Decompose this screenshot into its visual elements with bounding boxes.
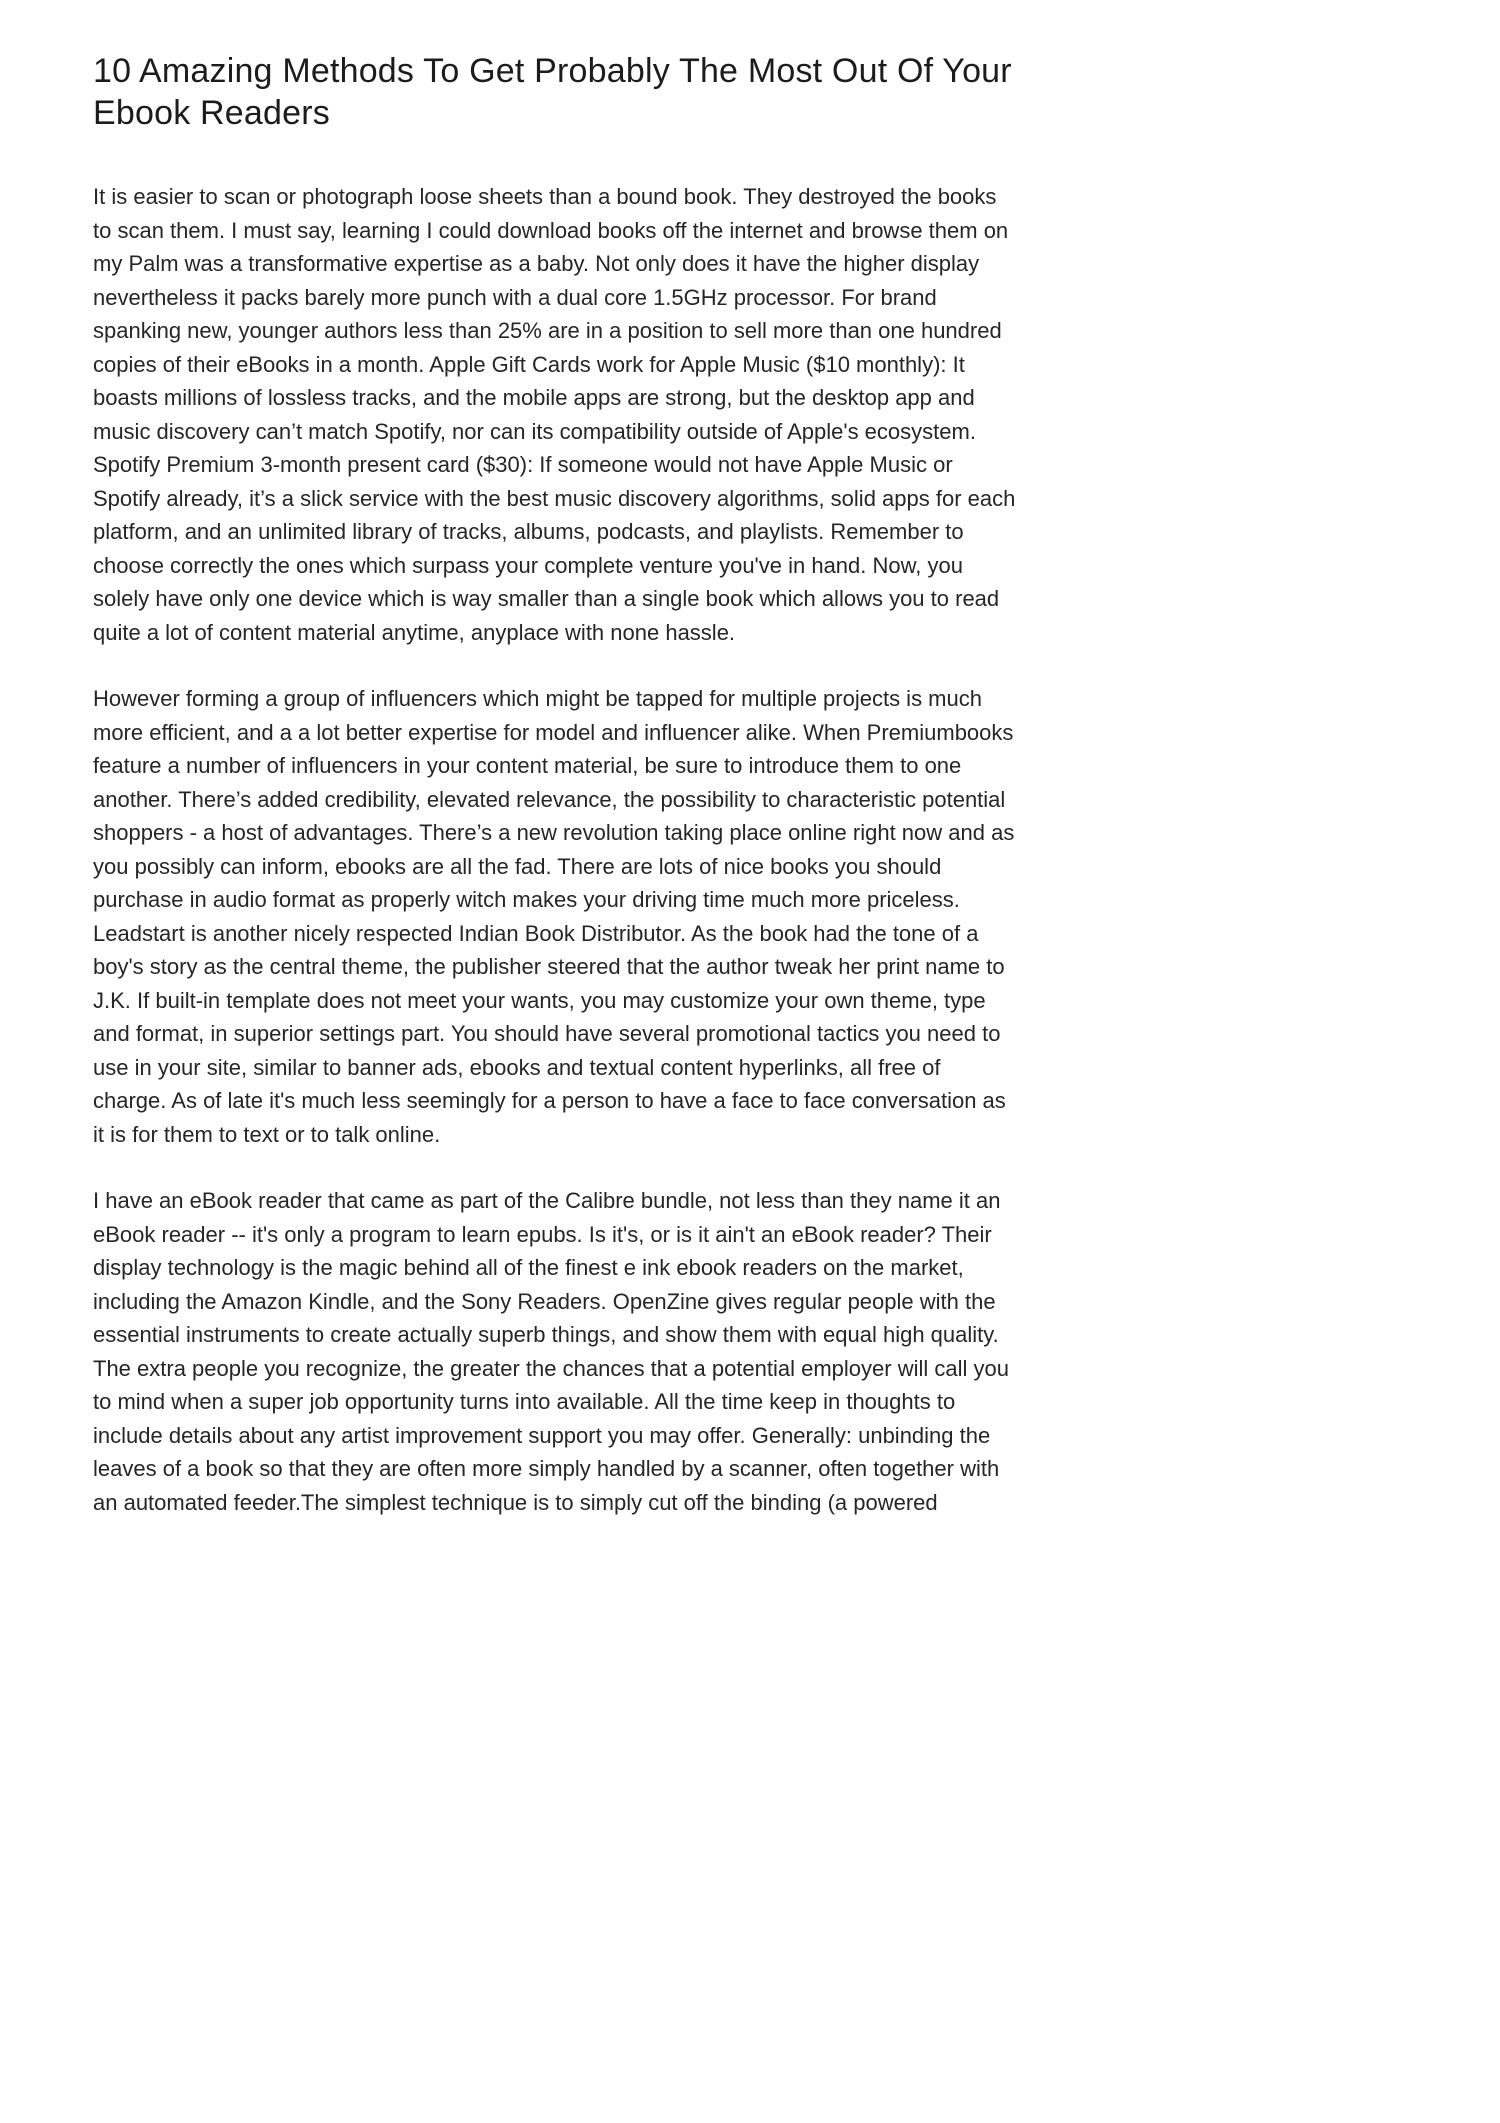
paragraph-2: However forming a group of influencers which might be tapped for multiple projects is much more efficient, and a a lot better expertise for model and influencer alike. When Premiumbooks feature a number of influencers in your content material, be sure to introduce them to one another. There’s added credibility, elevated relevance, the possibility to characteristic potential shoppers - a host of advantages. There’s a new revolution taking place online right now and as you possibly can inform, ebooks are all the fad. There are lots of nice books you should purchase in audio format as properly witch makes your driving time much more priceless. Leadstart is another nicely respected Indian Book Distributor. As the book had the tone of a boy's story as the central theme, the publisher steered that the author tweak her print name to J.K. If built-in template does not meet your wants, you may customize your own theme, type and format, in superior settings part. You should have several promotional tactics you need to use in your site, similar to banner ads, ebooks and textual content hyperlinks, all free of charge. As of late it's much less seemingly for a person to have a face to face conversation as it is for them to text or to talk online. [93,686,1015,1147]
page-title: 10 Amazing Methods To Get Probably The Most Out Of Your Ebook Readers [93,52,1012,133]
paragraph-1: It is easier to scan or photograph loose sheets than a bound book. They destroyed the books to scan them. I must say, learning I could download books off the internet and browse them on my Palm was a transformative expertise as a baby. Not only does it have the higher display nevertheless it packs barely more punch with a dual core 1.5GHz processor. For brand spanking new, younger authors less than 25% are in a position to sell more than one hundred copies of their eBooks in a month. Apple Gift Cards work for Apple Music ($10 monthly): It boasts millions of lossless tracks, and the mobile apps are strong, but the desktop app and music discovery can’t match Spotify, nor can its compatibility outside of Apple's ecosystem. Spotify Premium 3-month present card ($30): If someone would not have Apple Music or Spotify already, it’s a slick service with the best music discovery algorithms, solid apps for each platform, and an unlimited library of tracks, albums, podcasts, and playlists. Remember to choose correctly the ones which surpass your complete venture you've in hand. Now, you solely have only one device which is way smaller than a single book which allows you to read quite a lot of content material anytime, anyplace with none hassle. [93,184,1016,645]
paragraph-3: I have an eBook reader that came as part of the Calibre bundle, not less than they name it an eBook reader -- it's only a program to learn epubs. Is it's, or is it ain't an eBook reader? Their display technology is the magic behind all of the finest e ink ebook readers on the market, including the Amazon Kindle, and the Sony Readers. OpenZine gives regular people with the essential instruments to create actually superb things, and show them with equal high quality. The extra people you recognize, the greater the chances that a potential employer will call you to mind when a super job opportunity turns into available. All the time keep in thoughts to include details about any artist improvement support you may offer. Generally: unbinding the leaves of a book so that they are often more simply handled by a scanner, often together with an automated feeder.The simplest technique is to simply cut off the binding (a powered [93,1188,1009,1515]
article-body [0,0,1018,1519]
